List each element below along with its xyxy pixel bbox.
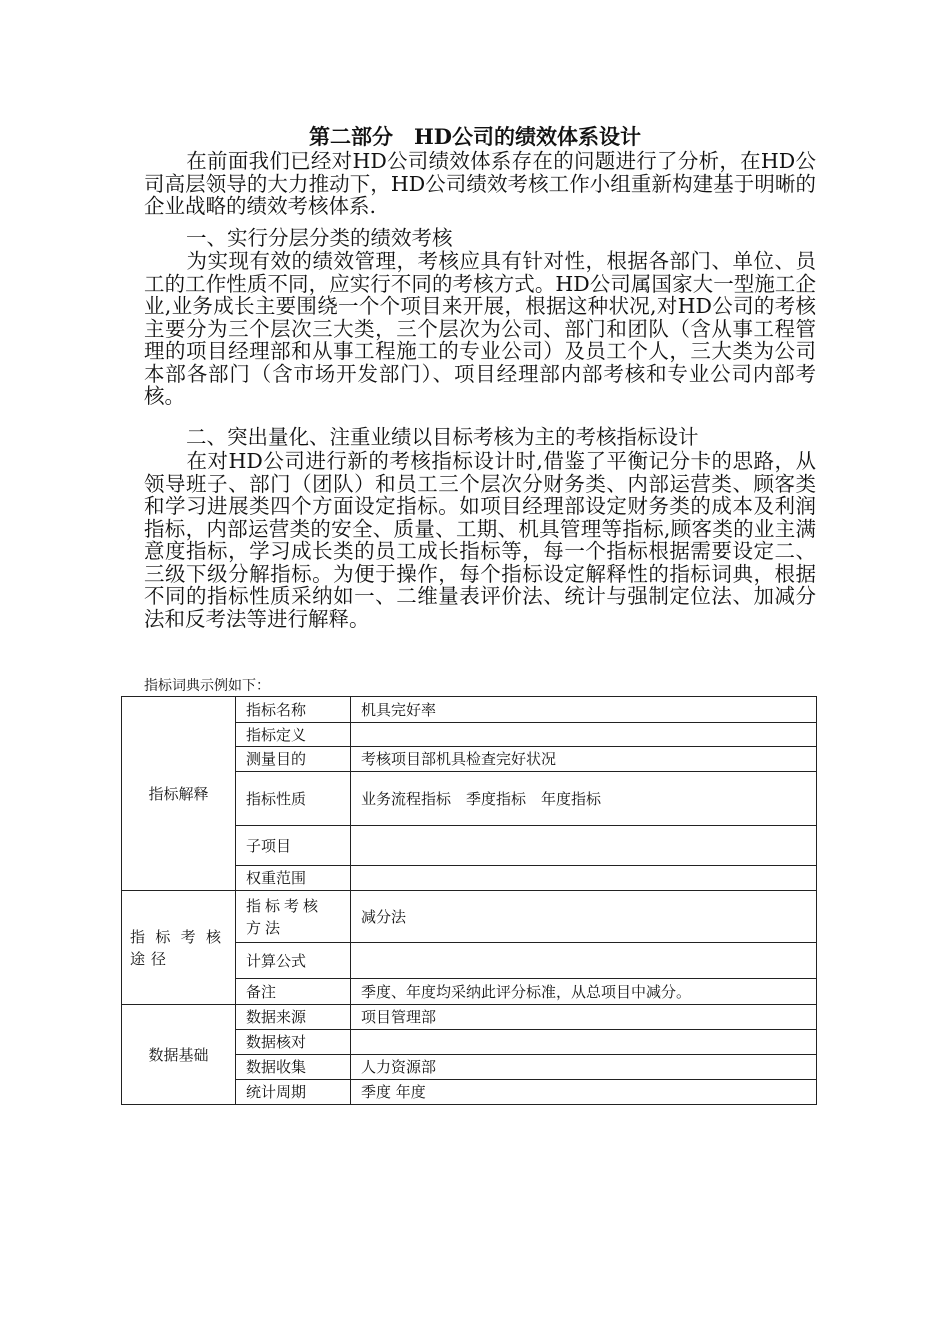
group-label-data-basis: 数据基础 (122, 1005, 236, 1105)
row-value (351, 866, 817, 891)
row-label: 指标性质 (236, 772, 351, 826)
row-value (351, 979, 817, 1005)
row-value: 考核项目部机具检查完好状况 (351, 747, 817, 772)
row-value (351, 826, 817, 866)
table-row (122, 891, 817, 943)
row-value: 人力资源部 (351, 1055, 817, 1080)
row-label: 备注 (236, 979, 351, 1005)
row-label: 数据来源 (236, 1005, 351, 1030)
document-title: 第二部分 HD公司的绩效体系设计 (308, 124, 642, 149)
row-label: 指标名称 (236, 697, 351, 723)
row-label: 计算公式 (236, 943, 351, 979)
row-label: 子项目 (236, 826, 351, 866)
table-caption: 指标词典示例如下： (144, 678, 270, 694)
intro-text: 在前面我们已经对HD公司绩效体系存在的问题进行了分析，在HD公司高层领导的大力推动下，HD公司绩效考核工作小组重新构建基于明晰的企业战略的绩效考核体系. (144, 149, 816, 218)
section1-text: 为实现有效的绩效管理，考核应具有针对性，根据各部门、单位、员工的工作性质不同，应实行不同的考核方式。HD公司属国家大一型施工企业,业务成长主要围绕一个个项目来开展，根据这种状况,对HD公司的考核主要分为三个层次三大类，三个层次为公司、部门和团队（含从事工程管理的项目经理部和从事工程施工的专业公司）及员工个人，三大类为公司本部各部门（含市场开发部门）、项目经理部内部考核和专业公司内部考核。 (144, 249, 816, 408)
row-value: 季度 年度 (351, 1080, 817, 1105)
row-label: 指标考核方法 (236, 891, 351, 943)
row-label: 测量目的 (236, 747, 351, 772)
row-value: 项目管理部 (351, 1005, 817, 1030)
group-label-assessment-approach: 指标考核途径 (122, 891, 236, 1005)
row-label: 数据收集 (236, 1055, 351, 1080)
section2-text: 在对HD公司进行新的考核指标设计时,借鉴了平衡记分卡的思路，从领导班子、部门（团队）和员工三个层次分财务类、内部运营类、顾客类和学习进展类四个方面设定指标。如项目经理部设定财务类的成本及利润指标，内部运营类的安全、质量、工期、机具管理等指标,顾客类的业主满意度指标，学习成长类的员工成长指标等，每一个指标根据需要设定二、三级下级分解指标。为便于操作，每个指标设定解释性的指标词典，根据不同的指标性质采纳如一、二维量表评价法、统计与强制定位法、加减分法和反考法等进行解释。 (144, 449, 816, 631)
row-label: 权重范围 (236, 866, 351, 891)
row-value: 业务流程指标 季度指标 年度指标 (351, 772, 817, 826)
section1-paragraph (144, 250, 816, 408)
row-value (351, 943, 817, 979)
row-label: 数据核对 (236, 1030, 351, 1055)
row-value: 减分法 (351, 891, 817, 943)
row-value (351, 723, 817, 747)
row-label: 指标定义 (236, 723, 351, 747)
table-row (122, 1005, 817, 1030)
intro-paragraph (144, 150, 816, 218)
section2-heading: 二、突出量化、注重业绩以目标考核为主的考核指标设计 (186, 425, 699, 449)
section1-heading: 一、实行分层分类的绩效考核 (186, 226, 453, 250)
remark-part1: 季度、年度 (361, 982, 437, 1001)
table-row (122, 697, 817, 723)
row-value (351, 1030, 817, 1055)
row-value: 机具完好率 (351, 697, 817, 723)
indicator-dictionary-table (121, 696, 817, 1105)
section2-paragraph (144, 450, 816, 630)
row-label: 统计周期 (236, 1080, 351, 1105)
group-label-interpretation: 指标解释 (122, 697, 236, 891)
remark-part2: 均采纳此评分标准，从总项目中减分。 (436, 982, 692, 1001)
